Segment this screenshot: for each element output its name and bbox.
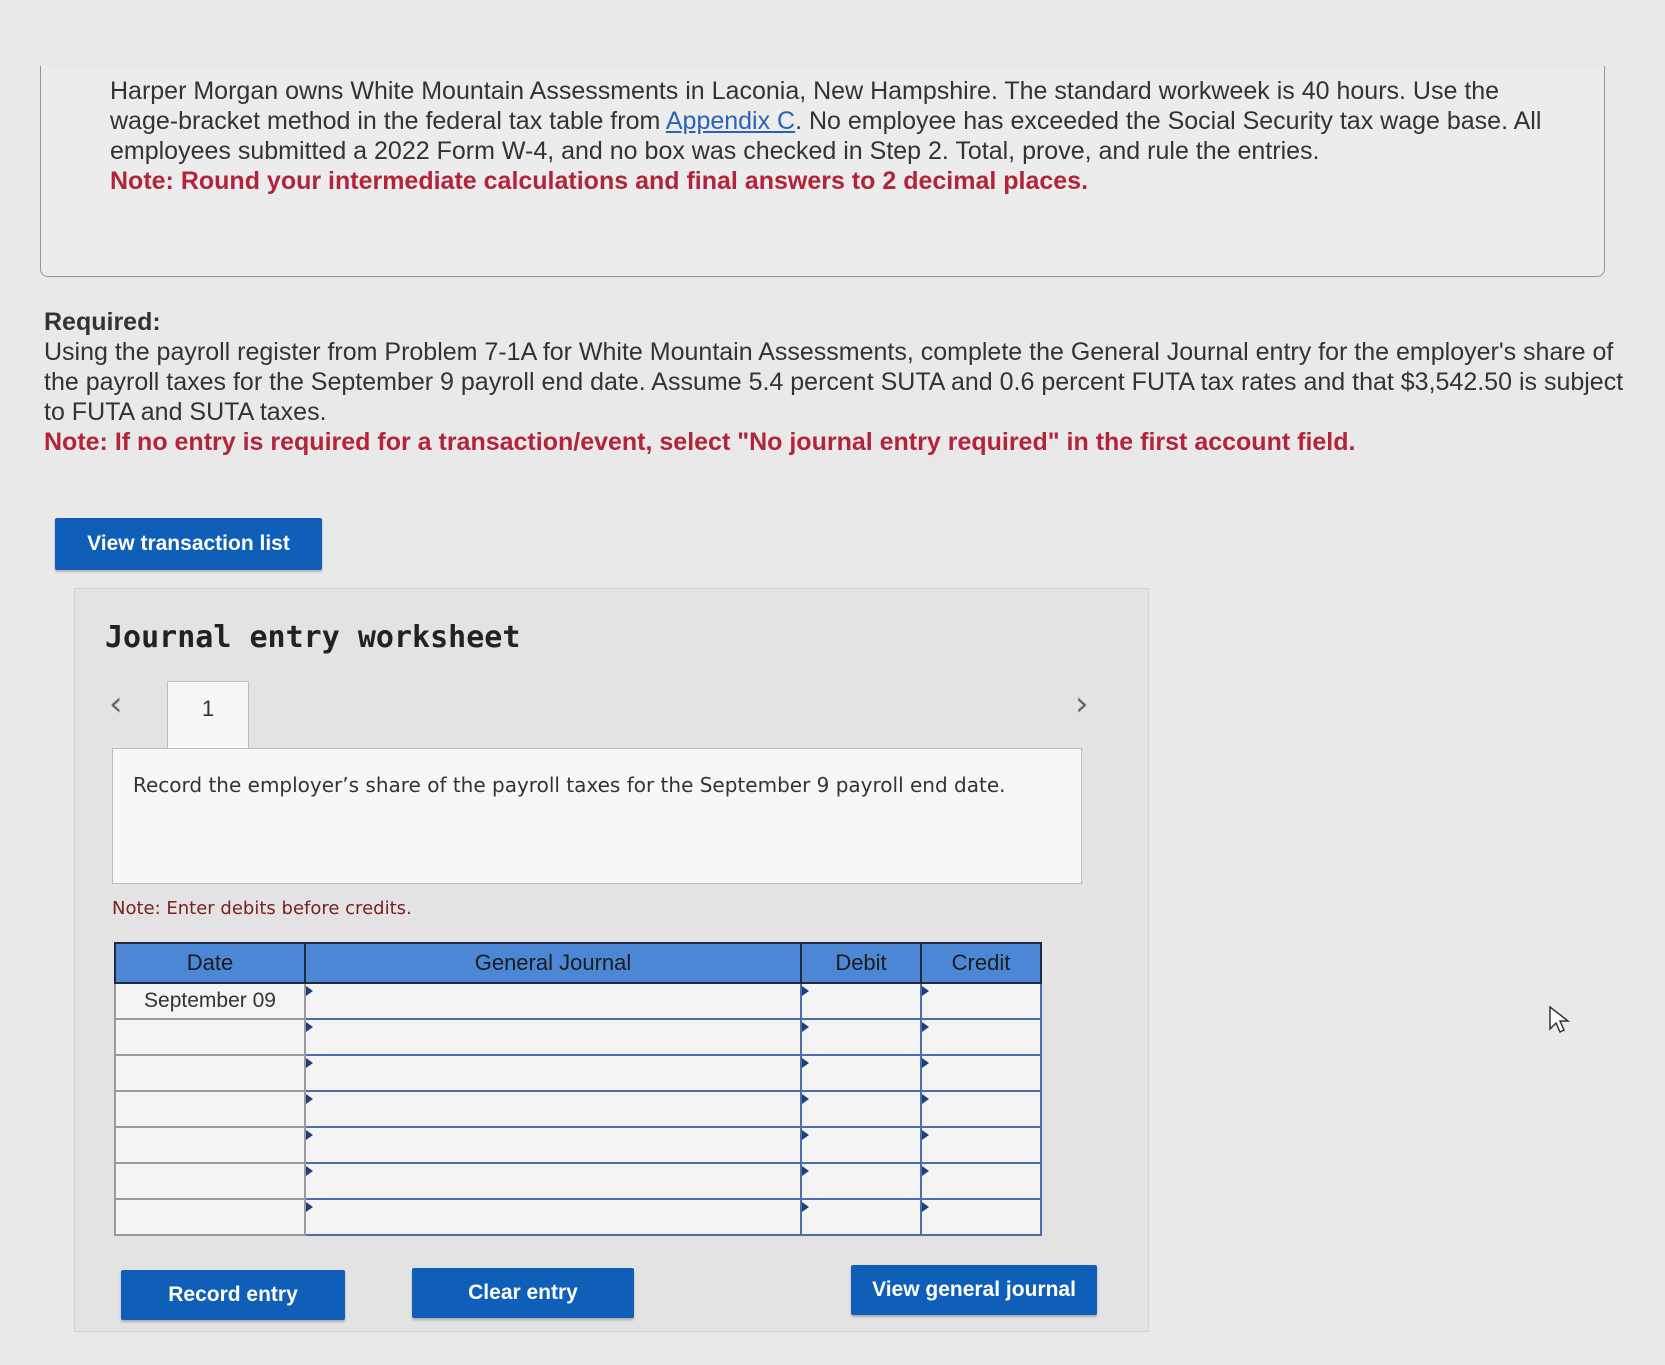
tab-1[interactable]: 1	[167, 681, 249, 749]
instruction-text: Record the employer’s share of the payroll taxes for the September 9 payroll end date.	[133, 773, 1006, 797]
table-row	[115, 1091, 1041, 1127]
account-field[interactable]	[305, 1019, 801, 1055]
problem-statement	[110, 76, 1560, 196]
date-cell	[115, 1163, 305, 1199]
date-cell	[115, 1055, 305, 1091]
table-row	[115, 1199, 1041, 1235]
account-field[interactable]	[305, 1091, 801, 1127]
header-credit: Credit	[921, 943, 1041, 983]
appendix-link[interactable]: Appendix C	[665, 107, 796, 135]
date-cell	[115, 1091, 305, 1127]
chevron-left-icon[interactable]: ‹	[109, 684, 123, 724]
credit-field[interactable]	[921, 1199, 1041, 1235]
view-transaction-list-button[interactable]: View transaction list	[55, 518, 322, 570]
debit-field[interactable]	[801, 1127, 921, 1163]
date-cell	[115, 1127, 305, 1163]
required-title: Required:	[44, 308, 161, 336]
debit-field[interactable]	[801, 1055, 921, 1091]
chevron-right-icon[interactable]: ›	[1075, 684, 1089, 724]
table-row	[115, 1055, 1041, 1091]
account-field[interactable]	[305, 1163, 801, 1199]
date-cell	[115, 1019, 305, 1055]
clear-entry-button[interactable]: Clear entry	[412, 1268, 634, 1318]
no-entry-note: Note: If no entry is required for a transaction/event, select "No journal entry required" in the first account field.	[44, 428, 1356, 456]
credit-field[interactable]	[921, 983, 1041, 1019]
date-cell	[115, 1199, 305, 1235]
problem-text-a: Harper Morgan owns White Mountain Assessments in Laconia, New Hampshire. The standard workweek is 40 hours. Use the wage-bracket method in the federal tax table from	[110, 77, 1500, 135]
table-row	[115, 1163, 1041, 1199]
credit-field[interactable]	[921, 1127, 1041, 1163]
header-date: Date	[115, 943, 305, 983]
rounding-note: Note: Round your intermediate calculations and final answers to 2 decimal places.	[110, 167, 1089, 195]
account-field[interactable]	[305, 1199, 801, 1235]
record-entry-button[interactable]: Record entry	[121, 1270, 345, 1320]
header-debit: Debit	[801, 943, 921, 983]
debit-field[interactable]	[801, 983, 921, 1019]
worksheet-title: Journal entry worksheet	[105, 620, 521, 655]
debit-field[interactable]	[801, 1019, 921, 1055]
journal-header-row	[115, 943, 1041, 983]
required-section	[44, 307, 1634, 457]
instruction-box	[112, 748, 1082, 884]
debit-field[interactable]	[801, 1091, 921, 1127]
debit-field[interactable]	[801, 1163, 921, 1199]
table-row	[115, 1019, 1041, 1055]
mouse-pointer-icon	[1548, 1005, 1570, 1035]
debit-field[interactable]	[801, 1199, 921, 1235]
debits-note: Note: Enter debits before credits.	[112, 898, 412, 919]
date-cell: September 09	[115, 983, 305, 1019]
table-row	[115, 1127, 1041, 1163]
account-field[interactable]	[305, 1127, 801, 1163]
account-field[interactable]	[305, 1055, 801, 1091]
table-row	[115, 983, 1041, 1019]
problem-text-b: . No employee has exceeded the Social Security tax wage base. All employees submitted a 2022 Form W-4, and no box was checked in Step 2. Total, prove, and rule the entries.	[110, 107, 1542, 165]
header-general-journal: General Journal	[305, 943, 801, 983]
credit-field[interactable]	[921, 1019, 1041, 1055]
credit-field[interactable]	[921, 1055, 1041, 1091]
credit-field[interactable]	[921, 1091, 1041, 1127]
view-general-journal-button[interactable]: View general journal	[851, 1265, 1097, 1315]
required-text: Using the payroll register from Problem 7-1A for White Mountain Assessments, complete the General Journal entry for the employer's share of the payroll taxes for the September 9 payroll end date. Assume 5.4 percent SUTA and 0.6 percent FUTA tax rates and that $3,542.50 is subject to FUTA and SUTA taxes.	[44, 338, 1624, 426]
credit-field[interactable]	[921, 1163, 1041, 1199]
account-field[interactable]	[305, 983, 801, 1019]
journal-table	[114, 942, 1042, 1236]
